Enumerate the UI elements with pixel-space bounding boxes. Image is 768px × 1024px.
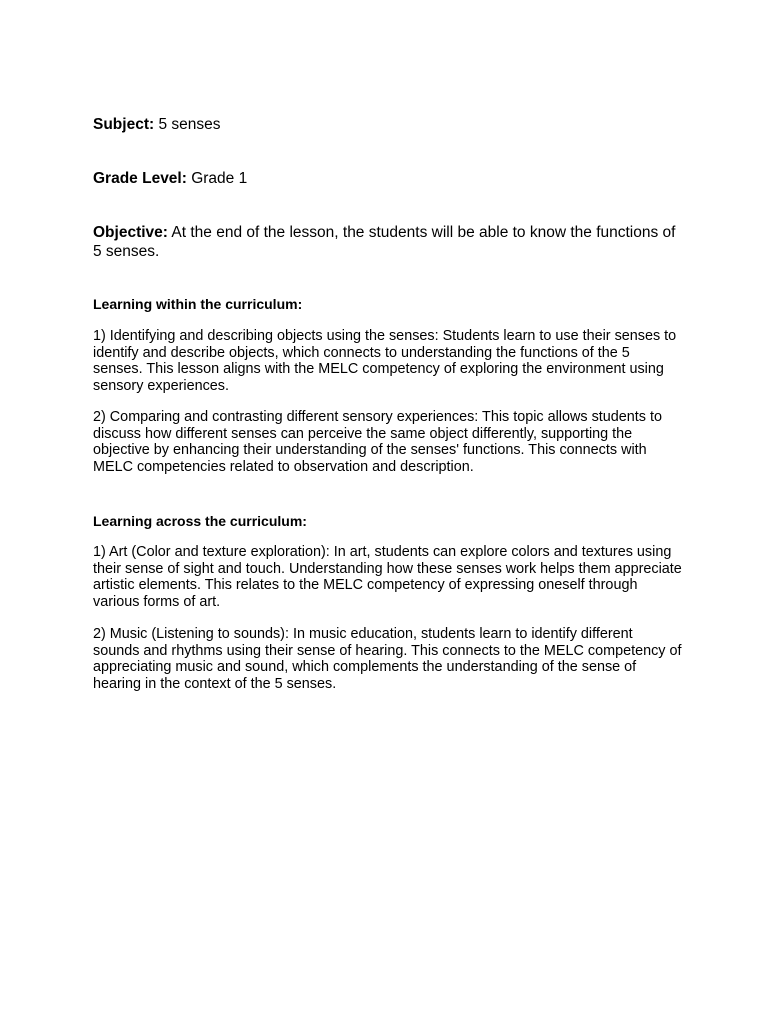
subject-line [93, 115, 683, 134]
subject-label: Subject: [93, 116, 155, 133]
within-curriculum-item: 1) Identifying and describing objects using the senses: Students learn to use their senses to identify and describe objects, which connects to understanding the functions of the 5 senses. This lesson aligns with the MELC competency of exploring the environment using sensory experiences. [93, 328, 677, 394]
across-curriculum-item: 1) Art (Color and texture exploration): In art, students can explore colors and textures using their sense of sight and touch. Understanding how these senses work helps them appreciate artistic elements. This relates to the MELC competency of expressing oneself through various forms of art. [93, 544, 682, 610]
across-curriculum-item: 2) Music (Listening to sounds): In music education, students learn to identify different sounds and rhythms using their sense of hearing. This connects to the MELC competency of appreciating music and sound, which complements the understanding of the sense of hearing in the context of the 5 senses. [93, 626, 682, 692]
grade-level-line [93, 169, 683, 188]
across-curriculum-heading: Learning across the curriculum: [93, 513, 307, 529]
objective-line [93, 223, 683, 261]
grade-level-label: Grade Level: [93, 170, 187, 187]
objective-value: At the end of the lesson, the students will be able to know the functions of 5 senses. [93, 224, 676, 260]
within-curriculum-heading: Learning within the curriculum: [93, 296, 303, 312]
within-curriculum-item: 2) Comparing and contrasting different sensory experiences: This topic allows students to discuss how different senses can perceive the same object differently, supporting the objective by enhancing their understanding of the senses' functions. This connects with MELC competencies related to observation and description. [93, 409, 662, 475]
objective-label: Objective: [93, 224, 168, 241]
subject-value: 5 senses [158, 116, 221, 133]
grade-level-value: Grade 1 [191, 170, 248, 187]
